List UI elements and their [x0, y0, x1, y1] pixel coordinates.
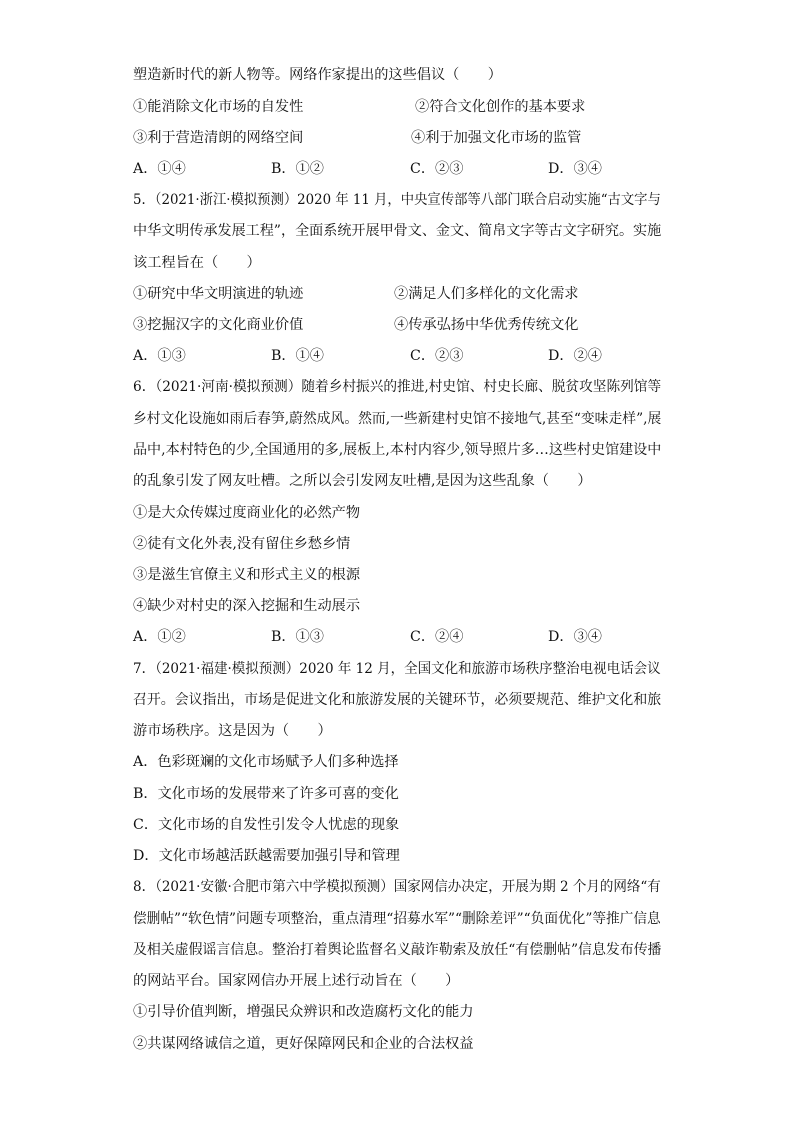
q5-item-2: ②满足人们多样化的文化需求: [394, 286, 579, 302]
q8-item-2: ②共谋网络诚信之道，更好保障网民和企业的合法权益: [133, 1036, 474, 1052]
q5-stem-line-1: 5．（2021·浙江·模拟预测）2020 年 11 月，中央宣传部等八部门联合启动实施“古文字与: [133, 192, 661, 208]
q8-stem-line-1: 8．（2021·安徽·合肥市第六中学模拟预测）国家网信办决定，开展为期 2 个月的网络“有: [133, 879, 661, 895]
q8-stem-line-4: 的网站平台。国家网信办开展上述行动旨在（ ）: [133, 973, 460, 989]
q6-item-4: ④缺少对村史的深入挖掘和生动展示: [133, 598, 361, 614]
q5-option-b: B．①④: [271, 348, 324, 364]
q6-stem-line-3: 品中,本村特色的少,全国通用的多,展板上,本村内容少,领导照片多…这些村史馆建设中: [133, 442, 662, 458]
q4-option-b: B．①②: [271, 161, 324, 177]
q4-option-a: A．①④: [133, 161, 186, 177]
q5-option-c: C．②③: [410, 348, 464, 364]
q4-item-3: ③利于营造清朗的网络空间: [133, 130, 304, 146]
q7-stem-line-1: 7．（2021·福建·模拟预测）2020 年 12 月，全国文化和旅游市场秩序整治电视电话会议: [133, 661, 661, 677]
q7-choice-c: C．文化市场的自发性引发令人忧虑的现象: [133, 817, 400, 833]
q6-option-a: A．①②: [133, 629, 186, 645]
q5-stem-line-3: 该工程旨在（ ）: [133, 255, 261, 271]
q6-option-d: D．③④: [548, 629, 602, 645]
q8-stem-line-2: 偿删帖”“软色情”问题专项整治，重点清理“招募水军”“删除差评”“负面优化”等推广信息: [133, 911, 661, 927]
q5-item-3: ③挖掘汉字的文化商业价值: [133, 317, 304, 333]
q4-option-d: D．③④: [548, 161, 602, 177]
q5-stem-line-2: 中华文明传承发展工程”，全面系统开展甲骨文、金文、简帛文字等古文字研究。实施: [133, 223, 662, 239]
q4-option-c: C．②③: [410, 161, 464, 177]
q5-item-1: ①研究中华文明演进的轨迹: [133, 286, 304, 302]
q6-item-3: ③是滋生官僚主义和形式主义的根源: [133, 567, 361, 583]
q6-item-1: ①是大众传媒过度商业化的必然产物: [133, 505, 361, 521]
q6-stem-line-1: 6．（2021·河南·模拟预测）随着乡村振兴的推进,村史馆、村史长廊、脱贫攻坚陈列馆等: [133, 379, 662, 395]
q4-stem-end: 塑造新时代的新人物等。网络作家提出的这些倡议（ ）: [133, 67, 502, 83]
q4-item-1: ①能消除文化市场的自发性: [133, 99, 304, 115]
q7-choice-d: D．文化市场越活跃越需要加强引导和管理: [133, 848, 400, 864]
q7-choice-b: B．文化市场的发展带来了许多可喜的变化: [133, 786, 399, 802]
q5-option-a: A．①③: [133, 348, 186, 364]
q6-item-2: ②徒有文化外表,没有留住乡愁乡情: [133, 536, 351, 552]
q5-item-4: ④传承弘扬中华优秀传统文化: [394, 317, 579, 333]
q8-stem-line-3: 及相关虚假谣言信息。整治打着舆论监督名义敲诈勒索及放任“有偿删帖”信息发布传播: [133, 942, 662, 958]
q6-stem-line-2: 乡村文化设施如雨后春笋,蔚然成风。然而,一些新建村史馆不接地气,甚至“变味走样”,展: [133, 411, 662, 427]
q6-stem-line-4: 的乱象引发了网友吐槽。之所以会引发网友吐槽,是因为这些乱象（ ）: [133, 473, 592, 489]
q7-stem-line-3: 游市场秩序。这是因为（ ）: [133, 723, 332, 739]
q7-stem-line-2: 召开。会议指出，市场是促进文化和旅游发展的关键环节，必须要规范、维护文化和旅: [133, 692, 662, 708]
q4-item-2: ②符合文化创作的基本要求: [415, 99, 586, 115]
q6-option-b: B．①③: [271, 629, 324, 645]
q4-item-4: ④利于加强文化市场的监管: [411, 130, 582, 146]
q6-option-c: C．②④: [410, 629, 464, 645]
q8-item-1: ①引导价值判断，增强民众辨识和改造腐朽文化的能力: [133, 1004, 474, 1020]
q7-choice-a: A．色彩斑斓的文化市场赋予人们多种选择: [133, 754, 399, 770]
q5-option-d: D．②④: [548, 348, 602, 364]
